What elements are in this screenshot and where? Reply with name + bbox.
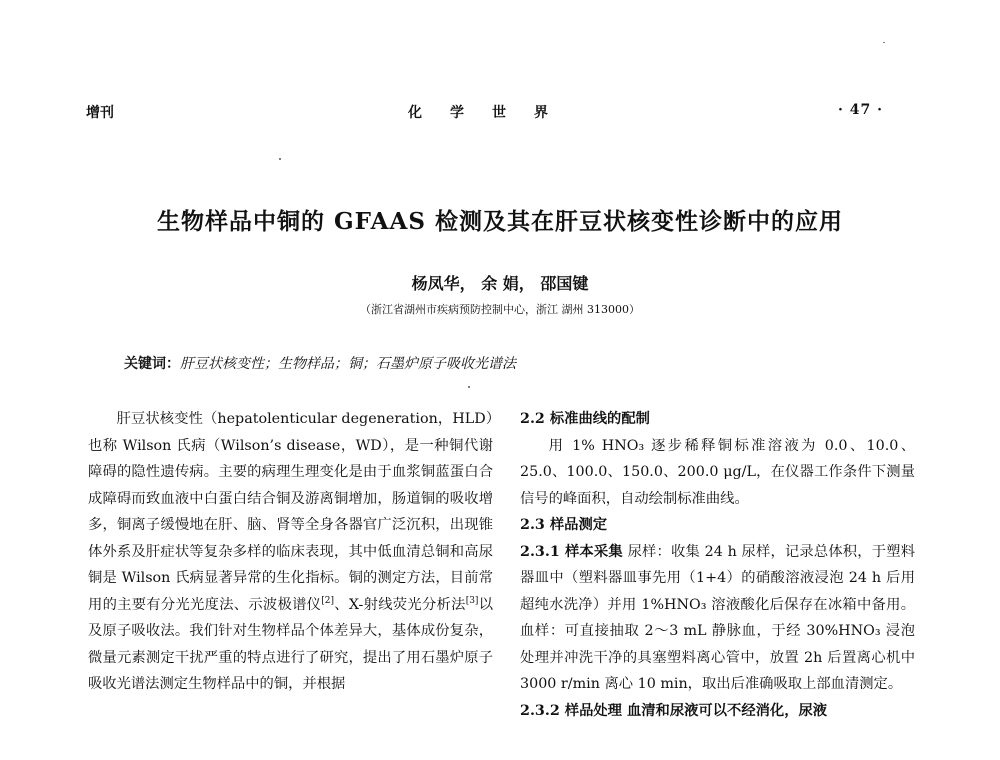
intro-text-b: 、X-射线荧光分析法 xyxy=(334,596,466,613)
right-column xyxy=(520,406,915,724)
section-2-3-2-paragraph: 2.3.2 样品处理 血清和尿液可以不经消化，尿液 xyxy=(520,702,828,719)
keywords-text: 肝豆状核变性；生物样品；铜；石墨炉原子吸收光谱法 xyxy=(180,356,516,372)
citation-3: [3] xyxy=(465,595,479,606)
scan-speck xyxy=(883,42,885,43)
left-column xyxy=(88,406,493,698)
section-2-2-heading: 2.2 标准曲线的配制 xyxy=(520,411,650,427)
section-2-2-text: 用 1% HNO₃ 逐步稀释铜标准溶液为 0.0、10.0、25.0、100.0、150.0、200.0 μg/L，在仪器工作条件下测量信号的峰面积，自动绘制标准曲线。 xyxy=(520,437,915,507)
section-2-3-1-text: 尿样：收集 24 h 尿样，记录总体积，于塑料器皿中（塑料器皿事先用（1+4）的硝酸溶液浸泡 24 h 后用超纯水洗净）并用 1%HNO₃ 溶液酸化后保存在冰箱中备用。血样：可直接抽取 2～3 mL 静脉血，于经 30%HNO₃ 浸泡处理并冲洗干净的具塞塑料离心管中，放置 2h 后置离心机中 3000 r/min 离心 10 min，取出后准确吸取上部血清测定。 xyxy=(520,543,915,692)
scan-speck xyxy=(279,158,281,160)
section-2-3-1-paragraph xyxy=(520,539,915,698)
intro-paragraph xyxy=(88,406,493,698)
article-affiliation: （浙江省湖州市疾病预防控制中心，浙江 湖州 313000） xyxy=(360,303,640,316)
intro-text-c: 以及原子吸收法。我们针对生物样品个体差异大，基体成份复杂，微量元素测定干扰严重的特点进行了研究，提出了用石墨炉原子吸收光谱法测定生物样品中的铜，并根据 xyxy=(88,596,494,692)
keywords-label: 关键词： xyxy=(124,356,180,372)
header-journal-name: 化学世界 xyxy=(408,105,576,121)
intro-text-a: 肝豆状核变性（hepatolenticular degeneration，HLD）也称 Wilson 氏病（Wilson’s disease，WD），是一种铜代谢障碍的隐性遗传病。主要的病理生理变化是由于血浆铜蓝蛋白合成障碍而致血液中白蛋白结合铜及游离铜增加，肠道铜的吸收增多，铜离子缓慢地在肝、脑、肾等全身各器官广泛沉积，出现锥体外系及肝症状等复杂多样的临床表现，其中低血清总铜和高尿铜是 Wilson 氏病显著异常的生化指标。铜的测定方法，目前常用的主要有分光光度法、示波极谱仪 xyxy=(88,411,493,613)
article-title: 生物样品中铜的 GFAAS 检测及其在肝豆状核变性诊断中的应用 xyxy=(157,208,843,235)
header-page-number: · 47 · xyxy=(838,102,883,118)
header-issue-label: 增刊 xyxy=(86,105,114,121)
running-header xyxy=(0,102,1000,124)
keywords-line xyxy=(124,353,516,373)
section-2-3-1-heading: 2.3.1 样本采集 xyxy=(520,543,623,560)
citation-2: [2] xyxy=(321,595,334,606)
section-2-3-heading: 2.3 样品测定 xyxy=(520,517,608,533)
article-authors: 杨凤华， 余 娟， 邵国键 xyxy=(411,274,589,293)
scan-speck xyxy=(468,386,470,388)
